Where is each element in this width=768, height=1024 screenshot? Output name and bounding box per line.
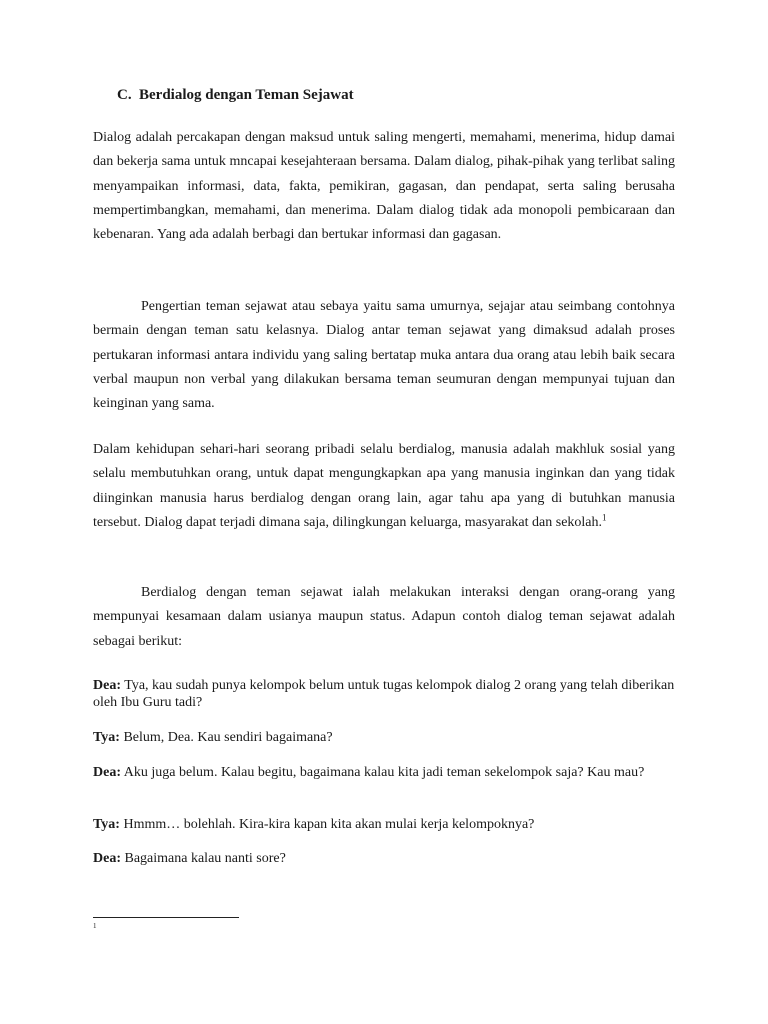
dialog-speaker: Dea:	[93, 765, 121, 780]
section-letter: C.	[117, 87, 132, 103]
paragraph-peer-meaning: Pengertian teman sejawat atau sebaya yaitu sama umurnya, sejajar atau seimbang contohnya bermain dengan teman satu kelasnya. Dialog antar teman sejawat yang dimaksud adalah proses pertukaran informasi antara individu yang saling bertatap muka antara dua orang atau lebih baik secara verbal maupun non verbal yang dilakukan bersama teman seumuran dengan mempunyai tujuan dan keinginan yang sama.	[93, 299, 675, 412]
section-heading	[117, 87, 354, 104]
dialog-speaker: Tya:	[93, 817, 120, 832]
paragraph-daily-life	[93, 438, 675, 535]
dialog-line	[93, 677, 678, 711]
dialog-text: Tya, kau sudah punya kelompok belum untuk tugas kelompok dialog 2 orang yang telah diberikan oleh Ibu Guru tadi?	[93, 678, 675, 710]
dialog-text: Belum, Dea. Kau sendiri bagaimana?	[123, 730, 333, 745]
footnote-reference: 1	[602, 512, 607, 523]
dialog-line	[93, 729, 678, 746]
dialog-line	[93, 816, 678, 833]
paragraph-example-intro: Berdialog dengan teman sejawat ialah melakukan interaksi dengan orang-orang yang mempunyai kesamaan dalam usianya maupun status. Adapun contoh dialog teman sejawat adalah sebagai berikut:	[93, 585, 675, 649]
dialog-speaker: Tya:	[93, 730, 120, 745]
paragraph-daily-life-text: Dalam kehidupan sehari-hari seorang pribadi selalu berdialog, manusia adalah makhluk sosial yang selalu membutuhkan orang, untuk dapat mengungkapkan apa yang manusia inginkan dan yang tidak diinginkan manusia harus berdialog dengan orang lain, agar tahu apa yang di butuhkan manusia tersebut. Dialog dapat terjadi dimana saja, dilingkungan keluarga, masyarakat dan sekolah.	[93, 442, 675, 530]
dialog-text: Hmmm… bolehlah. Kira-kira kapan kita akan mulai kerja kelompoknya?	[123, 817, 535, 832]
dialog-speaker: Dea:	[93, 851, 121, 866]
dialog-text: Bagaimana kalau nanti sore?	[124, 851, 286, 866]
footnote-separator	[93, 917, 239, 918]
dialog-line	[93, 850, 678, 867]
section-title: Berdialog dengan Teman Sejawat	[139, 87, 354, 103]
footnote-number: 1	[93, 922, 97, 930]
dialog-speaker: Dea:	[93, 678, 121, 693]
dialog-text: Aku juga belum. Kalau begitu, bagaimana kalau kita jadi teman sekelompok saja? Kau mau?	[123, 765, 645, 780]
paragraph-definition: Dialog adalah percakapan dengan maksud untuk saling mengerti, memahami, menerima, hidup damai dan bekerja sama untuk mncapai kesejahteraan bersama. Dalam dialog, pihak-pihak yang terlibat saling menyampaikan informasi, data, fakta, pemikiran, gagasan, dan pendapat, serta saling berusaha mempertimbangkan, memahami, dan menerima. Dalam dialog tidak ada monopoli pembicaraan dan kebenaran. Yang ada adalah berbagi dan bertukar informasi dan gagasan.	[93, 130, 675, 243]
dialog-line	[93, 764, 678, 781]
